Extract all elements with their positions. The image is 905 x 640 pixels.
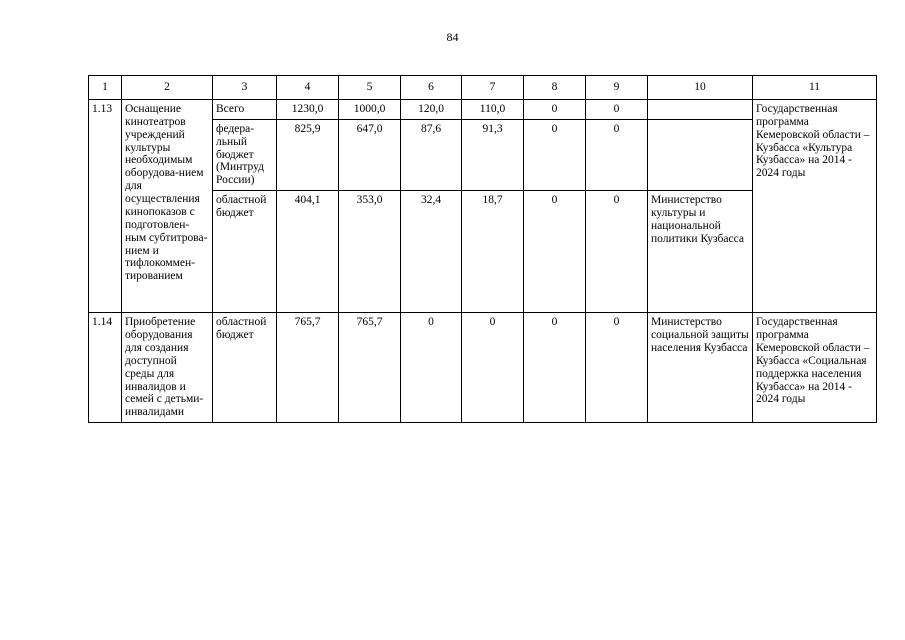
- funding-source: Всего: [213, 99, 277, 119]
- cell-value: 0: [401, 313, 462, 423]
- cell-value: 120,0: [401, 99, 462, 119]
- cell-value: 110,0: [462, 99, 524, 119]
- cell-value: 0: [586, 119, 648, 190]
- cell-value: 1000,0: [339, 99, 401, 119]
- col-header-5: 5: [339, 76, 401, 100]
- cell-value: 87,6: [401, 119, 462, 190]
- row-number: 1.13: [89, 99, 122, 312]
- cell-value: 1230,0: [277, 99, 339, 119]
- col-header-2: 2: [122, 76, 213, 100]
- cell-value: 18,7: [462, 191, 524, 313]
- cell-value: 647,0: [339, 119, 401, 190]
- cell-value: 825,9: [277, 119, 339, 190]
- cell-value: 0: [524, 313, 586, 423]
- executor: Министерство социальной защиты населения Кузбасса: [648, 313, 753, 423]
- cell-value: 765,7: [277, 313, 339, 423]
- table-row: [89, 313, 877, 423]
- cell-value: 32,4: [401, 191, 462, 313]
- activity-name: Оснащение кинотеатров учреждений культуры необходимым оборудова-нием для осуществления кинопоказов с подготовлен-ным субтитрова-нием и тифлокоммен-тированием: [122, 99, 213, 312]
- cell-value: 0: [524, 99, 586, 119]
- col-header-1: 1: [89, 76, 122, 100]
- executor: [648, 99, 753, 119]
- cell-value: 91,3: [462, 119, 524, 190]
- col-header-6: 6: [401, 76, 462, 100]
- col-header-11: 11: [753, 76, 877, 100]
- page-number: 84: [446, 30, 459, 44]
- cell-value: 0: [586, 313, 648, 423]
- activity-name: Приобретение оборудования для создания доступной среды для инвалидов и семей с детьми-инвалидами: [122, 313, 213, 423]
- cell-value: 353,0: [339, 191, 401, 313]
- col-header-9: 9: [586, 76, 648, 100]
- state-program: Государственная программа Кемеровской области – Кузбасса «Культура Кузбасса» на 2014 - 2024 годы: [753, 99, 877, 312]
- row-number: 1.14: [89, 313, 122, 423]
- col-header-10: 10: [648, 76, 753, 100]
- program-table: [88, 75, 877, 423]
- cell-value: 0: [462, 313, 524, 423]
- col-header-3: 3: [213, 76, 277, 100]
- cell-value: 0: [524, 119, 586, 190]
- col-header-4: 4: [277, 76, 339, 100]
- executor: [648, 119, 753, 190]
- cell-value: 0: [586, 191, 648, 313]
- funding-source: федера-льный бюджет (Минтруд России): [213, 119, 277, 190]
- cell-value: 765,7: [339, 313, 401, 423]
- table-header-row: [89, 76, 877, 100]
- executor: Министерство культуры и национальной политики Кузбасса: [648, 191, 753, 313]
- cell-value: 404,1: [277, 191, 339, 313]
- funding-source: областной бюджет: [213, 313, 277, 423]
- col-header-7: 7: [462, 76, 524, 100]
- cell-value: 0: [524, 191, 586, 313]
- funding-source: областной бюджет: [213, 191, 277, 313]
- state-program: Государственная программа Кемеровской области – Кузбасса «Социальная поддержка населения Кузбасса» на 2014 - 2024 годы: [753, 313, 877, 423]
- cell-value: 0: [586, 99, 648, 119]
- table-row: [89, 99, 877, 119]
- col-header-8: 8: [524, 76, 586, 100]
